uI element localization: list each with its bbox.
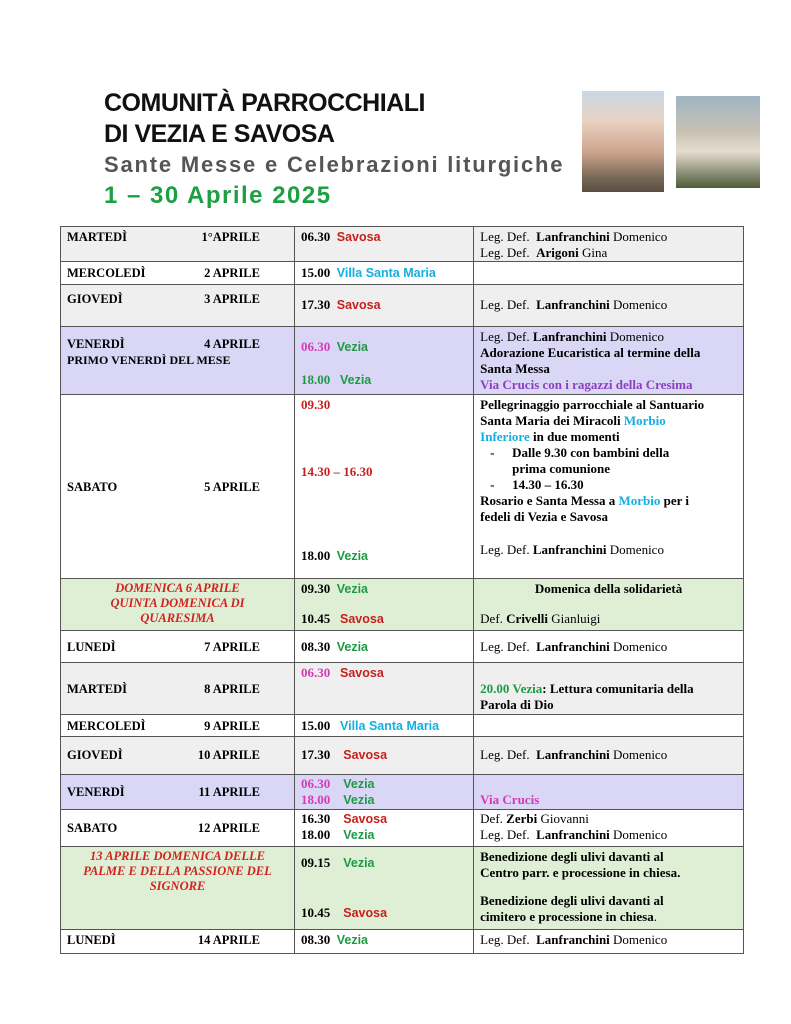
day-date: 8 APRILE — [204, 681, 260, 696]
church-photo-vezia — [582, 91, 664, 192]
mass-time: 18.00 — [300, 372, 331, 387]
mass-time: 06.30 — [300, 229, 331, 244]
mass-place: Savosa — [339, 666, 384, 680]
intention-line: Leg. Def. Lanfranchini Domenico — [480, 827, 668, 842]
day-name: GIOVEDÌ — [67, 292, 123, 306]
table-row — [61, 631, 744, 663]
mass-time: 10.45 — [300, 905, 331, 920]
day-name: MERCOLEDÌ — [67, 266, 146, 280]
day-subtitle: PRIMO VENERDÌ DEL MESE — [67, 353, 231, 367]
mass-time: 06.30 — [300, 665, 331, 680]
mass-place: Vezia — [336, 640, 369, 654]
day-date: 3 APRILE — [204, 292, 260, 306]
schedule-table — [60, 226, 744, 954]
table-row — [61, 810, 744, 847]
mass-time: 08.30 — [300, 932, 331, 947]
day-name: LUNEDÌ — [67, 640, 116, 654]
mass-time: 09.15 — [300, 855, 331, 870]
table-row: MARTEDÌ 8 APRILE 06.30 Savosa 20.00 Vezia: Lettura comunitaria della Parola di Dio — [61, 663, 744, 715]
day-name: VENERDÌ — [67, 337, 125, 351]
table-row: SABATO 5 APRILE 09.30 14.30 – 16.30 18.00 Vezia Pellegrinaggio parrocchiale al Santuario Santa Maria dei Miracoli Morbio Inferiore in due momenti - Dalle 9.30 con bambini della prima comunione - 14.30 – 16.30 Rosario e Santa Messa a Morbio per i fedeli di Vezia e Savosa Leg. Def. Lanfranchini Domenico — [61, 395, 744, 579]
mass-time: 15.00 — [300, 718, 331, 733]
mass-place: Vezia — [339, 373, 372, 387]
day-date: 2 APRILE — [204, 266, 260, 280]
event-note: Santa Messa — [480, 361, 550, 376]
day-date: 12 APRILE — [197, 821, 260, 835]
event-note: Adorazione Eucaristica al termine della — [480, 345, 701, 360]
mass-time: 06.30 — [300, 339, 331, 354]
mass-place: Villa Santa Maria — [339, 719, 440, 733]
day-date: 14 APRILE — [197, 933, 260, 947]
subtitle: Sante Messe e Celebrazioni liturgiche — [104, 152, 565, 177]
day-name: SABATO — [67, 479, 118, 494]
mass-place: Vezia — [343, 793, 375, 807]
day-date: 5 APRILE — [204, 479, 260, 494]
intention-line: Leg. Def. Lanfranchini Domenico — [480, 329, 664, 344]
mass-place: Vezia — [336, 340, 369, 354]
day-name: MERCOLEDÌ — [67, 719, 146, 733]
event-note: Via Crucis con i ragazzi della Cresima — [480, 377, 693, 392]
mass-time: 09.30 — [300, 581, 331, 596]
mass-time: 18.00 — [300, 548, 331, 563]
mass-place: Savosa — [343, 748, 388, 762]
church-photo-savosa — [676, 96, 760, 188]
table-row — [61, 737, 744, 775]
day-name: LUNEDÌ — [67, 933, 116, 947]
date-range: 1 – 30 Aprile 2025 — [104, 182, 332, 209]
event-note: Domenica della solidarietà — [534, 581, 683, 596]
table-row: 13 APRILE DOMENICA DELLE PALME E DELLA PASSIONE DEL SIGNORE 09.15 Vezia 10.45 Savosa Benedizione degli ulivi davanti al Centro parr. e processione in chiesa. Benedizione degli ulivi davanti al cimitero e processione in chiesa. — [61, 847, 744, 930]
day-date: 4 APRILE — [204, 337, 260, 351]
intention-line: Leg. Def. Lanfranchini Domenico — [480, 932, 668, 947]
day-name: SABATO — [67, 821, 118, 835]
mass-place: Savosa — [339, 612, 384, 626]
table-row — [61, 227, 744, 262]
mass-place: Vezia — [336, 549, 369, 563]
day-date: 7 APRILE — [204, 640, 260, 654]
mass-time: 09.30 — [300, 397, 331, 412]
intention-line: Def. Crivelli Gianluigi — [480, 611, 601, 626]
mass-place: Villa Santa Maria — [336, 266, 436, 280]
mass-time: 14.30 – 16.30 — [300, 464, 373, 479]
intention-line: Leg. Def. Lanfranchini Domenico — [480, 747, 668, 762]
mass-time: 15.00 — [300, 265, 331, 280]
mass-time: 18.00 — [300, 827, 331, 842]
title-line-1: COMUNITÀ PARROCCHIALI — [104, 89, 425, 117]
mass-time: 18.00 — [300, 792, 331, 807]
intention-line: Leg. Def. Arigoni Gina — [480, 245, 608, 260]
table-row — [61, 715, 744, 737]
mass-place: Vezia — [336, 582, 369, 596]
day-date: 11 APRILE — [198, 785, 260, 799]
mass-time: 16.30 — [300, 811, 331, 826]
mass-place: Vezia — [343, 828, 375, 842]
mass-time: 06.30 — [300, 776, 331, 791]
day-name: GIOVEDÌ — [67, 748, 123, 762]
table-row — [61, 327, 744, 395]
mass-place: Savosa — [336, 298, 381, 312]
mass-time: 08.30 — [300, 639, 331, 654]
table-row — [61, 285, 744, 327]
mass-place: Vezia — [343, 856, 375, 870]
mass-place: Savosa — [336, 230, 381, 244]
day-name: MARTEDÌ — [67, 230, 127, 244]
mass-time: 17.30 — [300, 297, 331, 312]
day-name: VENERDÌ — [67, 785, 125, 799]
title-line-2: DI VEZIA E SAVOSA — [104, 120, 335, 148]
day-date: 10 APRILE — [197, 748, 260, 762]
intention-line: Leg. Def. Lanfranchini Domenico — [480, 297, 668, 312]
mass-place: Vezia — [343, 777, 375, 791]
table-row — [61, 262, 744, 285]
mass-place: Savosa — [343, 812, 388, 826]
mass-place: Vezia — [336, 933, 369, 947]
table-row: DOMENICA 6 APRILE QUINTA DOMENICA DI QUARESIMA 09.30 Vezia 10.45 Savosa Domenica della solidarietà Def. Crivelli Gianluigi — [61, 579, 744, 631]
page-header — [104, 88, 584, 212]
table-row — [61, 930, 744, 954]
intention-line: Leg. Def. Lanfranchini Domenico — [480, 229, 668, 244]
mass-time: 10.45 — [300, 611, 331, 626]
intention-line: Leg. Def. Lanfranchini Domenico — [480, 639, 668, 654]
event-note: Via Crucis — [480, 792, 540, 807]
mass-time: 17.30 — [300, 747, 331, 762]
table-row — [61, 775, 744, 810]
mass-place: Savosa — [343, 906, 388, 920]
day-date: 9 APRILE — [204, 719, 260, 733]
day-date: 1°APRILE — [201, 230, 260, 244]
day-name: MARTEDÌ — [67, 681, 127, 696]
intention-line: Def. Zerbi Giovanni — [480, 811, 589, 826]
